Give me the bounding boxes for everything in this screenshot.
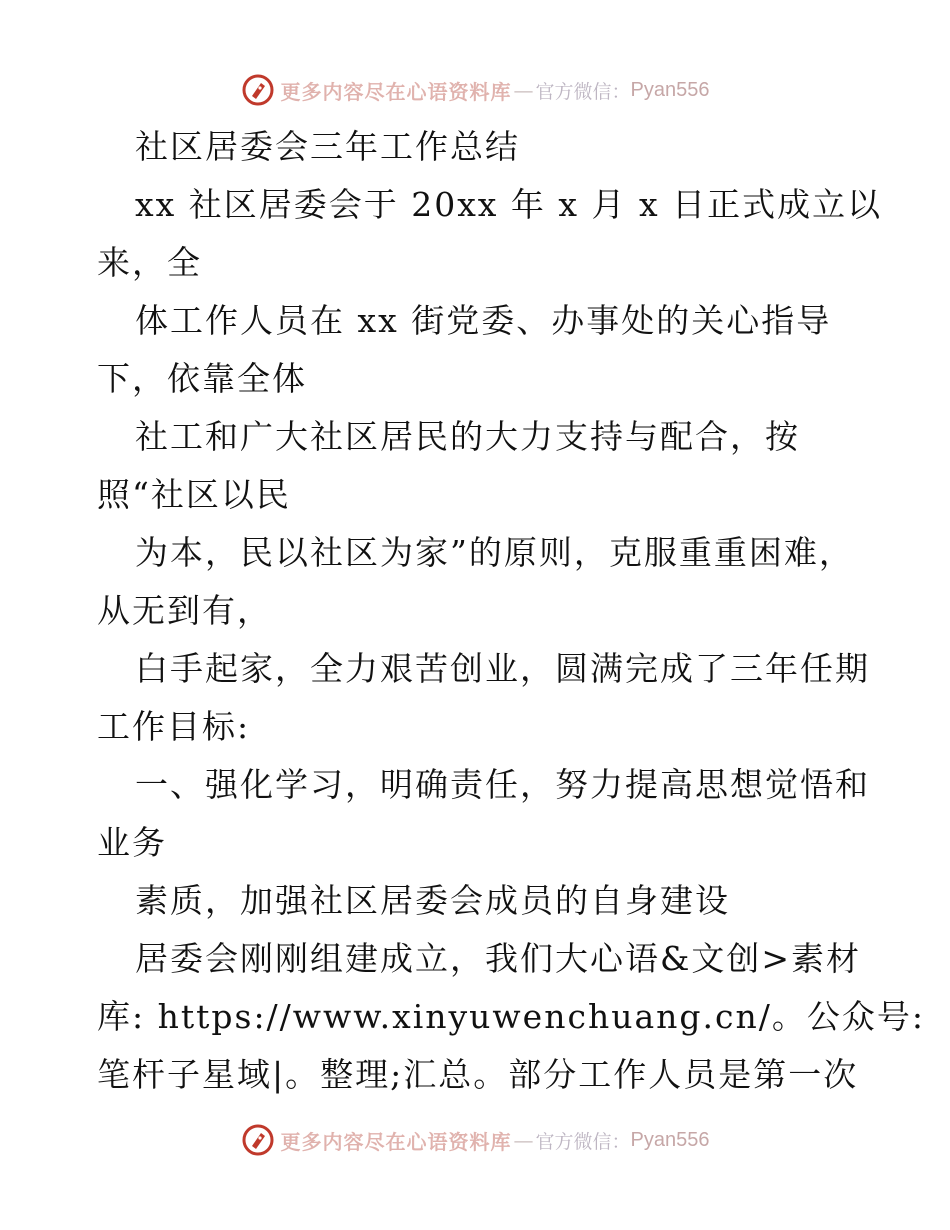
document-title: 社区居委会三年工作总结 [135, 127, 520, 166]
watermark-official-label: 官方微信： [535, 1130, 631, 1153]
section-heading-continued: 业务 [97, 823, 167, 862]
text-line: 素质，加强社区居委会成员的自身建设 [135, 881, 730, 920]
text-line: 白手起家，全力艰苦创业，圆满完成了三年任期 [135, 649, 870, 688]
watermark-official-label: 官方微信： [535, 80, 631, 103]
text-line: 来，全 [97, 243, 202, 282]
watermark-separator: — [513, 78, 534, 102]
document-body [97, 118, 925, 1104]
watermark-banner-bottom [0, 1120, 950, 1160]
text-line: 库: https://www.xinyuwenchuang.cn/。公众号: [97, 997, 925, 1036]
text-line: 笔杆子星域|。整理;汇总。部分工作人员是第一次 [97, 1055, 859, 1094]
text-line: xx 社区居委会于 20xx 年 x 月 x 日正式成立以 [135, 185, 883, 224]
watermark-brand: 更多内容尽在心语资料库 [280, 79, 512, 104]
watermark-brand: 更多内容尽在心语资料库 [280, 1129, 512, 1154]
text-line: 从无到有， [97, 591, 272, 630]
watermark-banner-top [0, 70, 950, 110]
text-line: 体工作人员在 xx 街党委、办事处的关心指导 [135, 301, 832, 340]
pen-nib-logo-icon [241, 73, 275, 107]
text-line: 为本，民以社区为家”的原则，克服重重困难， [135, 533, 854, 572]
pen-nib-logo-icon [241, 1123, 275, 1157]
watermark-wechat-id: Pyan556 [630, 1128, 710, 1151]
text-line: 居委会刚刚组建成立，我们大心语&文创>素材 [135, 939, 862, 978]
watermark-separator: — [513, 1128, 534, 1152]
text-line: 工作目标: [97, 707, 251, 746]
section-heading: 一、强化学习，明确责任，努力提高思想觉悟和 [135, 765, 870, 804]
text-line: 社工和广大社区居民的大力支持与配合，按 [135, 417, 800, 456]
text-line: 下，依靠全体 [97, 359, 307, 398]
watermark-wechat-id: Pyan556 [630, 78, 710, 101]
text-line: 照“社区以民 [97, 475, 291, 514]
